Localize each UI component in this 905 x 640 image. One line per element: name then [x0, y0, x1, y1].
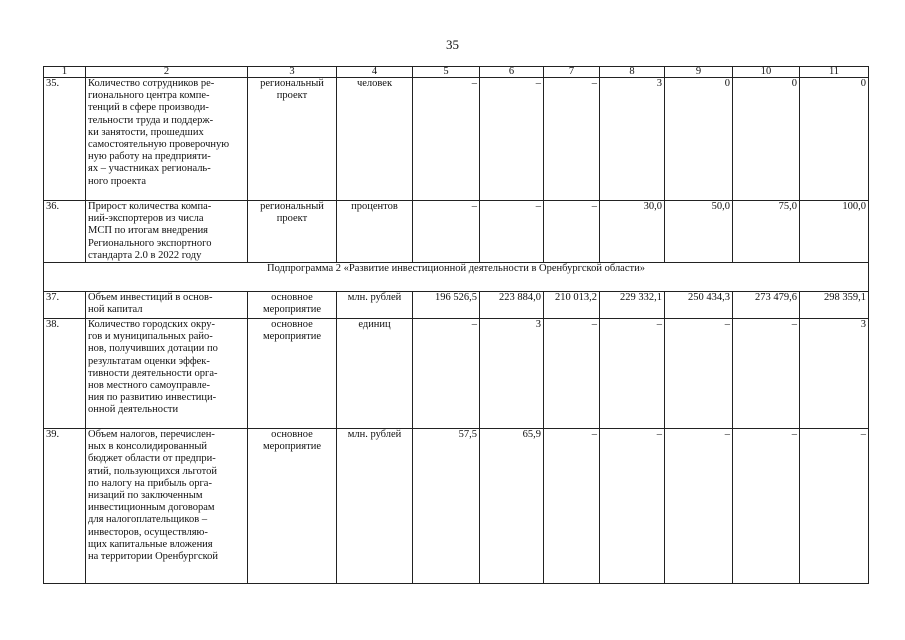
indicator-name	[86, 201, 248, 263]
row-number: 36.	[44, 201, 86, 263]
indicator-name-line: Объем налогов, перечислен-	[88, 429, 215, 441]
indicator-name-line: щих капитальные вложения	[88, 538, 213, 550]
subprogram-row	[44, 263, 869, 292]
row-number: 35.	[44, 78, 86, 201]
indicator-name-line: МСП по итогам внедрения	[88, 225, 209, 237]
indicator-name-line: Объем инвестиций в основ-	[88, 292, 213, 304]
table-row	[44, 319, 869, 429]
unit: человек	[337, 78, 413, 201]
value-cell: –	[544, 78, 600, 201]
indicator-name-line: онной деятельности	[88, 404, 179, 416]
indicators-table	[43, 66, 869, 584]
unit: млн. рублей	[337, 292, 413, 319]
column-number: 5	[413, 67, 480, 78]
table-row	[44, 201, 869, 263]
value-cell: 50,0	[665, 201, 733, 263]
value-cell: 210 013,2	[544, 292, 600, 319]
indicator-name-line: ятий, пользующихся льготой	[88, 465, 217, 477]
row-number: 39.	[44, 429, 86, 584]
value-cell: 75,0	[733, 201, 800, 263]
value-cell: 65,9	[480, 429, 544, 584]
indicator-name	[86, 78, 248, 201]
indicator-type	[248, 201, 337, 263]
value-cell: –	[600, 429, 665, 584]
table-row	[44, 429, 869, 584]
indicator-name-line: стандарта 2.0 в 2022 году	[88, 249, 202, 261]
indicator-name-line: Количество сотрудников ре-	[88, 78, 215, 89]
column-number: 3	[248, 67, 337, 78]
indicator-name	[86, 292, 248, 319]
value-cell: –	[665, 319, 733, 429]
column-number: 7	[544, 67, 600, 78]
indicator-name-line: низаций по заключенным	[88, 490, 203, 502]
indicator-name-line: ки занятости, прошедших	[88, 126, 204, 138]
indicator-name-line: ную работу на предприяти-	[88, 151, 211, 163]
indicator-name-line: тенций в сфере производи-	[88, 102, 209, 114]
indicator-name-line: гов и муниципальных райо-	[88, 331, 213, 343]
value-cell: 3	[480, 319, 544, 429]
value-cell: –	[665, 429, 733, 584]
indicator-type-line: проект	[276, 213, 308, 225]
value-cell: –	[480, 201, 544, 263]
value-cell: –	[413, 319, 480, 429]
column-number: 4	[337, 67, 413, 78]
indicator-name-line: бюджет области от предпри-	[88, 453, 216, 465]
indicator-type-line: мероприятие	[263, 441, 321, 453]
indicator-type-line: мероприятие	[263, 304, 321, 316]
indicator-type	[248, 429, 337, 584]
indicator-name-line: нов местного самоуправле-	[88, 380, 210, 392]
value-cell: –	[480, 78, 544, 201]
value-cell: 0	[800, 78, 869, 201]
indicator-type	[248, 319, 337, 429]
value-cell: 273 479,6	[733, 292, 800, 319]
indicator-name	[86, 319, 248, 429]
table-body	[44, 67, 869, 584]
indicator-name-line: ных в консолидированный	[88, 441, 208, 453]
indicator-type-line: проект	[276, 90, 308, 102]
value-cell: –	[413, 201, 480, 263]
value-cell: –	[800, 429, 869, 584]
value-cell: –	[544, 319, 600, 429]
column-number: 9	[665, 67, 733, 78]
value-cell: 298 359,1	[800, 292, 869, 319]
indicator-type	[248, 292, 337, 319]
column-number: 8	[600, 67, 665, 78]
indicator-name-line: по налогу на прибыль орга-	[88, 477, 212, 489]
indicator-type-line: основное	[271, 319, 313, 331]
value-cell: 0	[665, 78, 733, 201]
column-number: 11	[800, 67, 869, 78]
indicator-name-line: результатам оценки эффек-	[88, 355, 210, 367]
indicator-name-line: ной капитал	[88, 304, 143, 316]
indicator-name-line: ного проекта	[88, 175, 147, 187]
value-cell: 100,0	[800, 201, 869, 263]
indicator-type-line: мероприятие	[263, 331, 321, 343]
value-cell: –	[733, 429, 800, 584]
value-cell: 250 434,3	[665, 292, 733, 319]
indicator-name-line: для налогоплательщиков –	[88, 514, 208, 526]
indicator-name-line: тельности труда и поддерж-	[88, 114, 214, 126]
value-cell: 57,5	[413, 429, 480, 584]
indicator-type	[248, 78, 337, 201]
value-cell: 30,0	[600, 201, 665, 263]
table-row	[44, 292, 869, 319]
value-cell: –	[544, 429, 600, 584]
value-cell: –	[600, 319, 665, 429]
value-cell: 0	[733, 78, 800, 201]
indicator-name-line: нов, получивших дотации по	[88, 343, 218, 355]
indicator-name-line: ния по развитию инвестици-	[88, 392, 217, 404]
column-number: 2	[86, 67, 248, 78]
row-number: 37.	[44, 292, 86, 319]
value-cell: –	[544, 201, 600, 263]
indicator-name-line: ях – участниках региональ-	[88, 163, 211, 175]
indicator-type-line: региональный	[260, 201, 324, 212]
indicator-name-line: Прирост количества компа-	[88, 201, 212, 212]
indicator-name-line: Регионального экспортного	[88, 237, 212, 249]
indicator-type-line: основное	[271, 429, 313, 441]
column-number: 6	[480, 67, 544, 78]
value-cell: –	[733, 319, 800, 429]
indicator-name-line: ний-экспортеров из числа	[88, 213, 204, 225]
indicator-name-line: самостоятельную проверочную	[88, 139, 230, 151]
indicator-name-line: Количество городских окру-	[88, 319, 215, 331]
indicator-name-line: гионального центра компе-	[88, 90, 210, 102]
value-cell: 229 332,1	[600, 292, 665, 319]
value-cell: 223 884,0	[480, 292, 544, 319]
subprogram-title: Подпрограмма 2 «Развитие инвестиционной деятельности в Оренбургской области»	[44, 263, 869, 292]
value-cell: 196 526,5	[413, 292, 480, 319]
value-cell: –	[413, 78, 480, 201]
unit: процентов	[337, 201, 413, 263]
indicator-name-line: тивности деятельности орга-	[88, 367, 218, 379]
unit: единиц	[337, 319, 413, 429]
indicator-name-line: на территории Оренбургской	[88, 551, 219, 563]
column-number: 1	[44, 67, 86, 78]
column-number: 10	[733, 67, 800, 78]
column-number-row	[44, 67, 869, 78]
indicator-name	[86, 429, 248, 584]
unit: млн. рублей	[337, 429, 413, 584]
indicator-type-line: основное	[271, 292, 313, 304]
indicator-name-line: инвестиционным договорам	[88, 502, 215, 514]
value-cell: 3	[800, 319, 869, 429]
page-number: 35	[446, 37, 459, 52]
indicator-type-line: региональный	[260, 78, 324, 89]
row-number: 38.	[44, 319, 86, 429]
table-row	[44, 78, 869, 201]
indicator-name-line: инвесторов, осуществляю-	[88, 526, 208, 538]
value-cell: 3	[600, 78, 665, 201]
